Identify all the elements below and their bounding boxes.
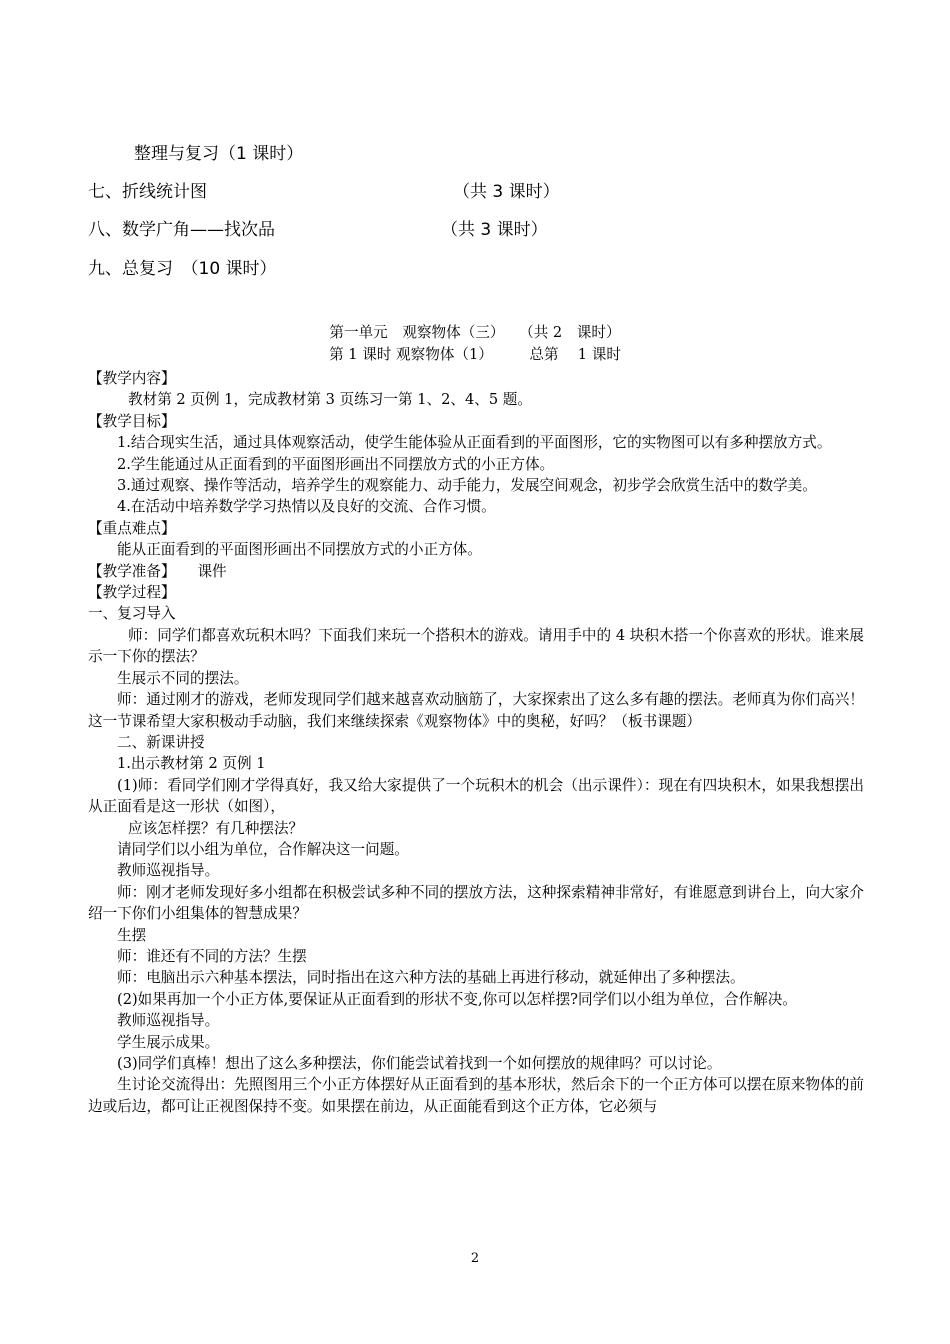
- paragraph: 2.学生能通过从正面看到的平面图形画出不同摆放方式的小正方体。: [117, 455, 555, 473]
- paragraph: 师：谁还有不同的方法？生摆: [117, 947, 307, 965]
- paragraph: (2)如果再加一个小正方体,要保证从正面看到的形状不变,你可以怎样摆?同学们以小组为单位，合作解决。: [117, 990, 797, 1008]
- paragraph: (1)师：看同学们刚才学得真好，我又给大家提供了一个玩积木的机会（出示课件）：现在有四块积木，如果我想摆出从正面看是这一形状（如图），: [88, 776, 864, 816]
- section-heading: 【教学目标】: [88, 412, 176, 430]
- paragraph: 师：通过刚才的游戏，老师发现同学们越来越喜欢动脑筋了，大家探索出了这么多有趣的摆法。老师真为你们高兴！这一节课希望大家积极动手动脑，我们来继续探索《观察物体》中的奥秘，好吗？（板书课题）: [88, 691, 864, 730]
- paragraph: 学生展示成果。: [117, 1033, 220, 1051]
- section-heading: 【教学过程】: [88, 584, 176, 602]
- paragraph: 教材第 2 页例 1，完成教材第 3 页练习一第 1、2、4、5 题。: [128, 391, 532, 409]
- toc-item-label: 九、总复习 （10 课时）: [88, 259, 277, 279]
- paragraph: 师：电脑出示六种基本摆法，同时指出在这六种方法的基础上再进行移动，就延伸出了多种摆法。: [117, 969, 745, 987]
- paragraph: 1.结合现实生活，通过具体观察活动，使学生能体验从正面看到的平面图形，它的实物图可以有多种摆放方式。: [117, 434, 832, 452]
- paragraph: 1.出示教材第 2 页例 1: [117, 755, 266, 773]
- lesson-title: 第 1 课时 观察物体（1） 总第 1 课时: [329, 346, 621, 363]
- unit-title: 第一单元 观察物体（三） （共 2 课时）: [329, 324, 621, 341]
- paragraph: 教师巡视指导。: [117, 862, 220, 880]
- toc-item-chapter-7: [88, 181, 560, 203]
- toc-item-hours: （共 3 课时）: [453, 182, 560, 202]
- paragraph: 3.通过观察、操作等活动，培养学生的观察能力、动手能力，发展空间观念，初步学会欣赏生活中的数学美。: [117, 477, 817, 495]
- paragraph: 请同学们以小组为单位，合作解决这一问题。: [117, 840, 409, 858]
- section-heading: 【教学内容】: [88, 370, 176, 387]
- toc-item-chapter-8: [88, 219, 548, 241]
- toc-item-label: 七、折线统计图: [88, 182, 207, 202]
- paragraph: 能从正面看到的平面图形画出不同摆放方式的小正方体。: [117, 541, 482, 559]
- toc-item-hours: （共 3 课时）: [441, 220, 548, 240]
- paragraph: 教师巡视指导。: [117, 1012, 220, 1030]
- paragraph: 生展示不同的摆法。: [117, 669, 249, 687]
- section-heading: 【教学准备】 课件: [88, 562, 227, 580]
- toc-item-chapter-9: [88, 258, 277, 280]
- toc-item-label: 八、数学广角——找次品: [88, 220, 275, 240]
- toc-item-review: [134, 143, 303, 165]
- paragraph: 师：刚才老师发现好多小组都在积极尝试多种不同的摆放方法，这种探索精神非常好，有谁愿意到讲台上，向大家介绍一下你们小组集体的智慧成果？: [88, 883, 864, 923]
- section-heading: 【重点难点】: [88, 519, 176, 537]
- paragraph: 生摆: [117, 926, 147, 944]
- section-heading: 二、新课讲授: [117, 733, 205, 751]
- paragraph: 应该怎样摆？有几种摆法？: [128, 819, 304, 837]
- paragraph: (3)同学们真棒！想出了这么多种摆法，你们能尝试着找到一个如何摆放的规律吗？可以讨论。: [117, 1055, 722, 1072]
- paragraph: 4.在活动中培养数学学习热情以及良好的交流、合作习惯。: [117, 498, 496, 516]
- page-number: 2: [470, 1251, 480, 1266]
- paragraph: 师：同学们都喜欢玩积木吗？下面我们来玩一个搭积木的游戏。请用手中的 4 块积木搭一个你喜欢的形状。谁来展示一下你的摆法？: [88, 626, 864, 666]
- paragraph: 生讨论交流得出：先照图用三个小正方体摆好从正面看到的基本形状，然后余下的一个正方体可以摆在原来物体的前边或后边，都可让正视图保持不变。如果摆在前边，从正面能看到这个正方体，它必须与: [88, 1076, 864, 1115]
- section-heading: 一、复习导入: [88, 605, 176, 623]
- lesson-plan-body: [88, 368, 864, 1117]
- toc-item-label: 整理与复习（1 课时）: [134, 144, 304, 164]
